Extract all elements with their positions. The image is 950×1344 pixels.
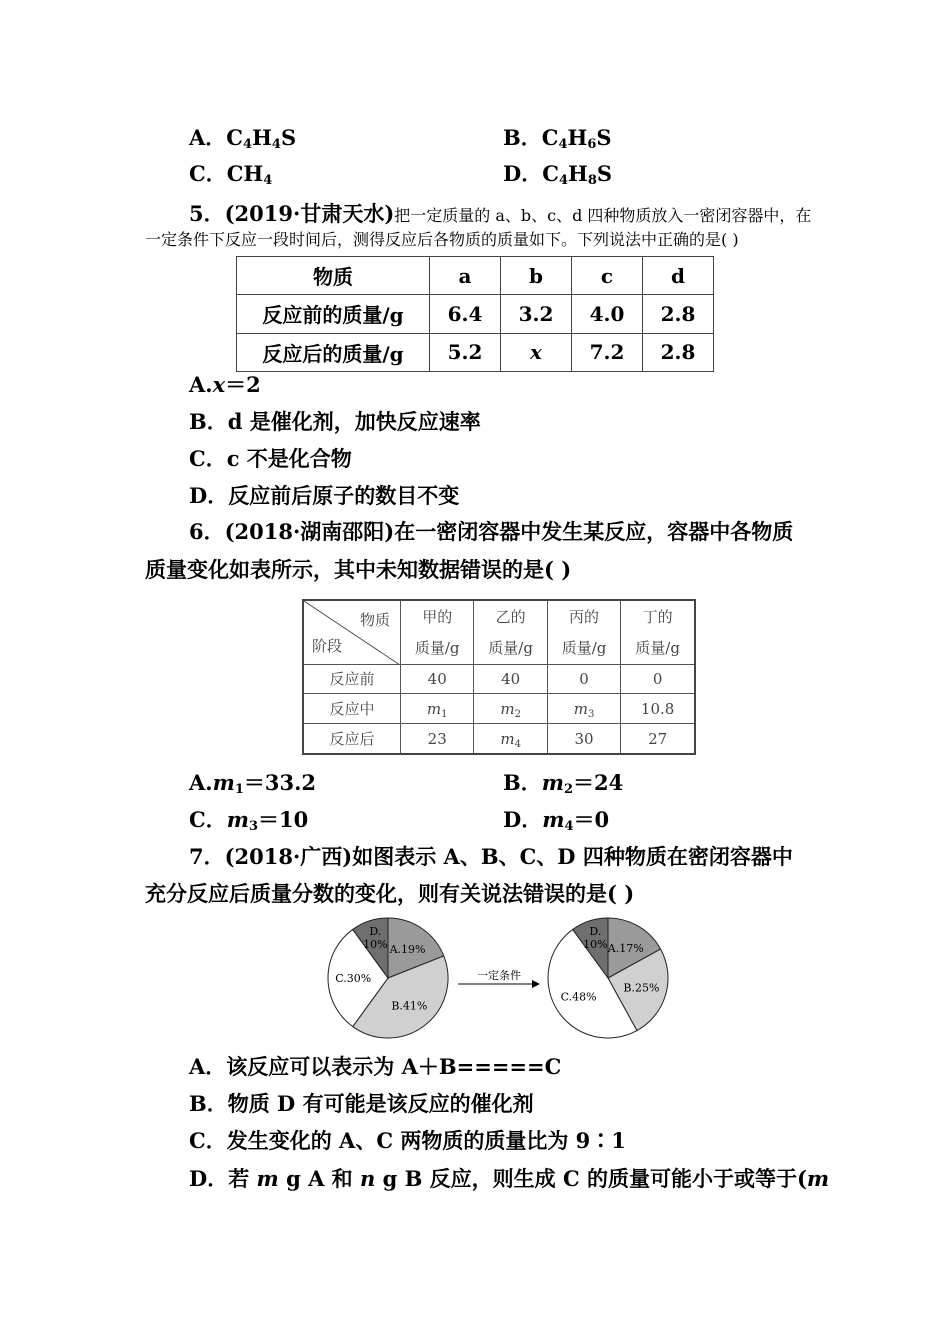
q5-option-d: D．反应前后原子的数目不变 (189, 483, 460, 508)
table-cell: 23 (401, 724, 474, 754)
q7-stem-line2: 充分反应后质量分数的变化，则有关说法错误的是( ) (145, 881, 635, 906)
q4-option-c: C．$CH_4$ (189, 161, 273, 188)
table-cell: 反应后的质量/g (237, 333, 430, 371)
table-corner-cell (303, 600, 401, 664)
q4-option-a: A．$C_4H_4S$ (189, 125, 297, 152)
table-cell: 2.8 (643, 333, 714, 371)
table-row (303, 724, 695, 754)
table-cell: 27 (621, 724, 695, 754)
corner-top-label: 物质 (359, 611, 390, 629)
pie-label-d: D. 10% (583, 925, 608, 952)
q7-option-b: B．物质 D 有可能是该反应的催化剂 (189, 1091, 534, 1116)
table-header-row (303, 600, 695, 664)
table-row (303, 664, 695, 694)
q5-stem-line2: 一定条件下反应一段时间后，测得反应后各物质的质量如下。下列说法中正确的是( ) (145, 230, 739, 249)
table-cell: 2.8 (643, 295, 714, 333)
table-cell: 3.2 (501, 295, 572, 333)
q6-stem-line1: 6．(2018·湖南邵阳)在一密闭容器中发生某反应，容器中各物质 (189, 519, 794, 544)
q7-stem-line1: 7．(2018·广西)如图表示 A、B、C、D 四种物质在密闭容器中 (189, 844, 793, 869)
col-header: 乙的 质量/g (474, 600, 547, 664)
table-cell: 40 (474, 664, 547, 694)
q7-option-c: C．发生变化的 A、C 两物质的质量比为 9∶1 (189, 1128, 626, 1153)
q4-option-d: D．$C_4H_8S$ (503, 161, 613, 188)
q5-option-b: B．d 是催化剂，加快反应速率 (189, 409, 481, 434)
col-header: 丙的 质量/g (547, 600, 620, 664)
table-cell: 0 (547, 664, 620, 694)
table-row (237, 333, 714, 371)
table-cell: 物质 (237, 257, 430, 295)
reaction-arrow (458, 968, 540, 988)
pie-label-b: B.25% (623, 981, 660, 995)
table-cell: 反应前的质量/g (237, 295, 430, 333)
table-cell: c (572, 257, 643, 295)
table-cell: $m_3$ (547, 694, 620, 724)
table-cell: 7.2 (572, 333, 643, 371)
table-cell: b (501, 257, 572, 295)
q5-option-c: C．c 不是化合物 (189, 446, 352, 471)
table-header-row (237, 257, 714, 295)
table-cell: $m_4$ (474, 724, 547, 754)
table-cell: 30 (547, 724, 620, 754)
q6-option-b: B．$m_2=24$ (503, 770, 624, 797)
pie-label-a: A.19% (389, 943, 426, 957)
stage-cell: 反应前 (303, 664, 401, 694)
q6-stem-line2: 质量变化如表所示，其中未知数据错误的是( ) (145, 557, 572, 582)
table-cell: 40 (401, 664, 474, 694)
pie-label-c: C.30% (335, 972, 372, 985)
q6-option-c: C．$m_3=10$ (189, 807, 309, 834)
col-header: 甲的 质量/g (401, 600, 474, 664)
q7-option-a: A．该反应可以表示为 A＋B=====C (189, 1054, 562, 1079)
table-cell: 10.8 (621, 694, 695, 724)
q6-option-a: $A.m_1=33.2$ (189, 770, 317, 797)
q5-option-a: A.x＝2 (189, 372, 261, 397)
table-cell: 5.2 (430, 333, 501, 371)
table-cell: 6.4 (430, 295, 501, 333)
corner-bottom-label: 阶段 (312, 636, 343, 655)
table-cell: a (430, 257, 501, 295)
q7-option-d: D．若 m g A 和 n g B 反应，则生成 C 的质量可能小于或等于(m (189, 1166, 830, 1191)
q5-table (236, 256, 714, 372)
table-cell: $m_2$ (474, 694, 547, 724)
table-row (237, 295, 714, 333)
pie-chart-before (328, 918, 448, 1038)
pie-label-d: D. 10% (363, 925, 388, 952)
pie-label-c: C.48% (560, 990, 597, 1004)
table-cell: 0 (621, 664, 695, 694)
table-cell: 4.0 (572, 295, 643, 333)
table-cell: x (501, 333, 572, 371)
pie-label-b: B.41% (391, 999, 428, 1013)
q6-table (302, 599, 696, 755)
table-row (303, 694, 695, 724)
table-cell: d (643, 257, 714, 295)
pie-chart-after (548, 918, 668, 1038)
q5-stem-line1: 5．(2019·甘肃天水)把一定质量的 a、b、c、d 四种物质放入一密闭容器中，在 (189, 201, 812, 226)
q6-option-d: D．$m_4=0$ (503, 807, 610, 834)
col-header: 丁的 质量/g (621, 600, 695, 664)
arrow-label: 一定条件 (477, 969, 521, 982)
stage-cell: 反应中 (303, 694, 401, 724)
table-cell: $m_1$ (401, 694, 474, 724)
stage-cell: 反应后 (303, 724, 401, 754)
pie-charts-figure (320, 914, 680, 1044)
pie-label-a: A.17% (607, 942, 644, 956)
q4-option-b: B．$C_4H_6S$ (503, 125, 612, 152)
